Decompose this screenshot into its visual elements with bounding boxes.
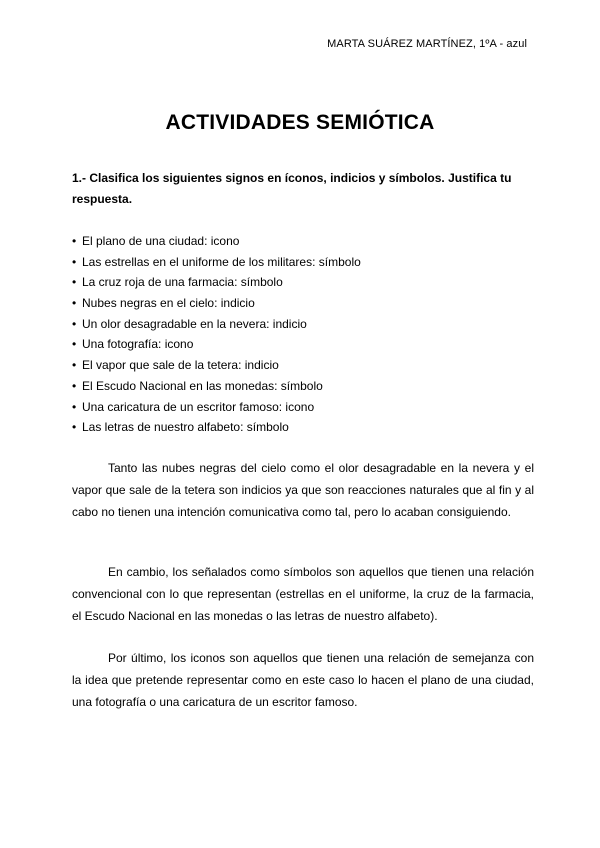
list-item-text: Una fotografía: icono <box>82 337 194 352</box>
list-item-text: Las estrellas en el uniforme de los militares: símbolo <box>82 254 361 269</box>
bullet-icon: • <box>72 275 77 290</box>
list-item-text: Una caricatura de un escritor famoso: icono <box>82 399 315 414</box>
bullet-icon: • <box>72 296 77 311</box>
list-item <box>72 314 361 335</box>
list-item-text: Nubes negras en el cielo: indicio <box>82 296 255 311</box>
list-item <box>72 334 361 355</box>
sign-list <box>72 231 361 438</box>
list-item <box>72 252 361 273</box>
list-item <box>72 355 361 376</box>
list-item <box>72 231 361 252</box>
list-item-text: Las letras de nuestro alfabeto: símbolo <box>82 420 289 435</box>
list-item-text: El vapor que sale de la tetera: indicio <box>82 358 279 373</box>
list-item-text: El Escudo Nacional en las monedas: símbolo <box>82 378 323 393</box>
page-title: ACTIVIDADES SEMIÓTICA <box>165 111 435 134</box>
bullet-icon: • <box>72 337 77 352</box>
list-item <box>72 417 361 438</box>
bullet-icon: • <box>72 358 77 373</box>
bullet-icon: • <box>72 234 77 248</box>
bullet-icon: • <box>72 316 77 331</box>
bullet-icon: • <box>72 420 77 435</box>
bullet-icon: • <box>72 399 77 414</box>
list-item-text: La cruz roja de una farmacia: símbolo <box>82 275 283 290</box>
list-item <box>72 397 361 418</box>
list-item <box>72 293 361 314</box>
list-item-text: Un olor desagradable en la nevera: indicio <box>82 316 307 331</box>
question-heading: 1.- Clasifica los siguientes signos en íconos, indicios y símbolos. Justifica tu respuesta. <box>72 171 512 206</box>
bullet-icon: • <box>72 254 77 269</box>
paragraph-simbolos: En cambio, los señalados como símbolos son aquellos que tienen una relación convencional con lo que representan (estrellas en el uniforme, la cruz de la farmacia, el Escudo Nacional en las monedas o las letras de nuestro alfabeto). <box>72 565 534 623</box>
list-item <box>72 376 361 397</box>
header-author: MARTA SUÁREZ MARTÍNEZ, 1ºA - azul <box>327 38 527 50</box>
list-item-text: El plano de una ciudad: icono <box>82 234 240 248</box>
bullet-icon: • <box>72 378 77 393</box>
paragraph-indicios: Tanto las nubes negras del cielo como el olor desagradable en la nevera y el vapor que sale de la tetera son indicios ya que son reacciones naturales que al fin y al cabo no tienen una intención comunicativa como tal, pero lo acaban consiguiendo. <box>72 461 534 519</box>
list-item <box>72 272 361 293</box>
paragraph-iconos: Por último, los iconos son aquellos que tienen una relación de semejanza con la idea que pretende representar como en este caso lo hacen el plano de una ciudad, una fotografía o una caricatura de un escritor famoso. <box>72 651 534 709</box>
